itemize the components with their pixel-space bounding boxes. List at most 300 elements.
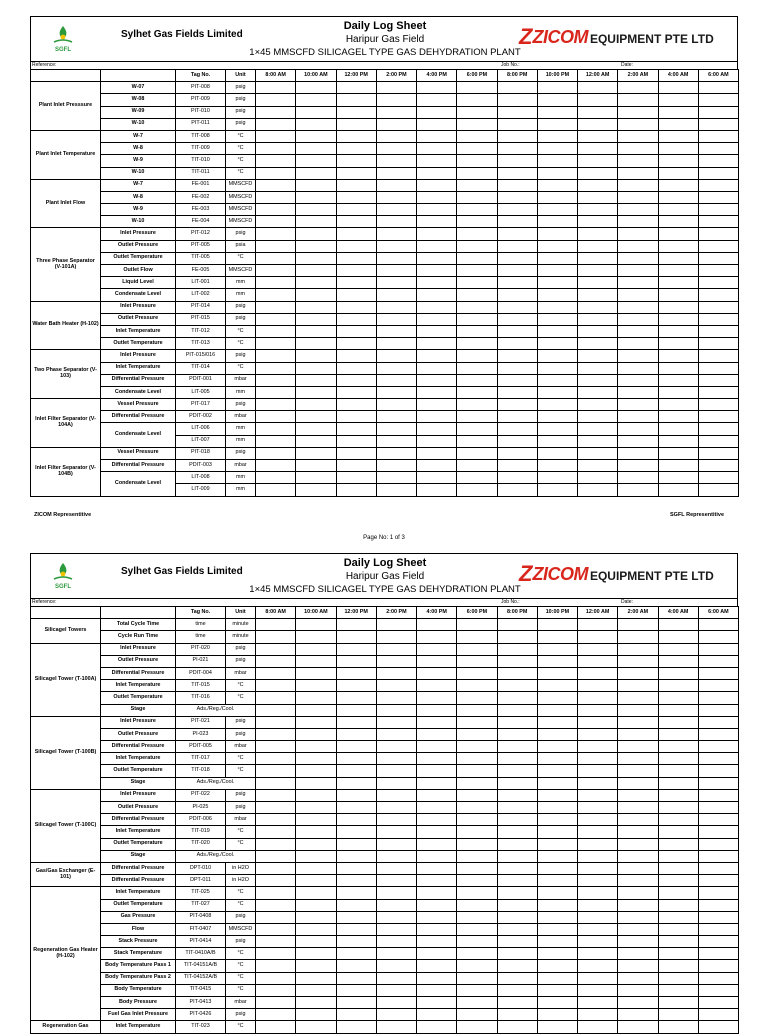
reading-cell[interactable] — [376, 386, 416, 398]
reading-cell[interactable] — [336, 179, 376, 191]
reading-cell[interactable] — [417, 911, 457, 923]
reading-cell[interactable] — [296, 472, 336, 484]
reading-cell[interactable] — [336, 899, 376, 911]
reading-cell[interactable] — [578, 716, 618, 728]
reading-cell[interactable] — [256, 753, 296, 765]
reading-cell[interactable] — [578, 167, 618, 179]
reading-cell[interactable] — [618, 680, 658, 692]
reading-cell[interactable] — [417, 936, 457, 948]
reading-cell[interactable] — [537, 338, 577, 350]
reading-cell[interactable] — [537, 252, 577, 264]
reading-cell[interactable] — [698, 984, 738, 996]
reading-cell[interactable] — [376, 704, 416, 716]
reading-cell[interactable] — [457, 167, 497, 179]
reading-cell[interactable] — [658, 82, 698, 94]
reading-cell[interactable] — [578, 948, 618, 960]
reading-cell[interactable] — [658, 167, 698, 179]
reading-cell[interactable] — [497, 765, 537, 777]
reading-cell[interactable] — [457, 228, 497, 240]
reading-cell[interactable] — [336, 191, 376, 203]
reading-cell[interactable] — [578, 191, 618, 203]
reading-cell[interactable] — [457, 777, 497, 789]
reading-cell[interactable] — [537, 1021, 577, 1033]
reading-cell[interactable] — [698, 82, 738, 94]
reading-cell[interactable] — [336, 1009, 376, 1021]
reading-cell[interactable] — [497, 252, 537, 264]
reading-cell[interactable] — [618, 130, 658, 142]
reading-cell[interactable] — [256, 338, 296, 350]
reading-cell[interactable] — [578, 643, 618, 655]
reading-cell[interactable] — [376, 850, 416, 862]
reading-cell[interactable] — [376, 753, 416, 765]
reading-cell[interactable] — [417, 447, 457, 459]
reading-cell[interactable] — [296, 631, 336, 643]
reading-cell[interactable] — [296, 680, 336, 692]
reading-cell[interactable] — [296, 277, 336, 289]
reading-cell[interactable] — [537, 289, 577, 301]
reading-cell[interactable] — [537, 94, 577, 106]
reading-cell[interactable] — [658, 277, 698, 289]
reading-cell[interactable] — [296, 155, 336, 167]
reading-cell[interactable] — [417, 1009, 457, 1021]
reading-cell[interactable] — [497, 887, 537, 899]
reading-cell[interactable] — [417, 814, 457, 826]
reading-cell[interactable] — [336, 386, 376, 398]
reading-cell[interactable] — [336, 423, 376, 435]
reading-cell[interactable] — [698, 936, 738, 948]
reading-cell[interactable] — [578, 875, 618, 887]
reading-cell[interactable] — [537, 411, 577, 423]
reading-cell[interactable] — [296, 252, 336, 264]
reading-cell[interactable] — [618, 802, 658, 814]
reading-cell[interactable] — [578, 1009, 618, 1021]
reading-cell[interactable] — [618, 936, 658, 948]
reading-cell[interactable] — [457, 704, 497, 716]
reading-cell[interactable] — [256, 155, 296, 167]
reading-cell[interactable] — [457, 655, 497, 667]
reading-cell[interactable] — [658, 716, 698, 728]
reading-cell[interactable] — [417, 692, 457, 704]
reading-cell[interactable] — [296, 923, 336, 935]
reading-cell[interactable] — [658, 374, 698, 386]
reading-cell[interactable] — [336, 814, 376, 826]
reading-cell[interactable] — [417, 850, 457, 862]
reading-cell[interactable] — [698, 204, 738, 216]
reading-cell[interactable] — [497, 972, 537, 984]
reading-cell[interactable] — [618, 240, 658, 252]
reading-cell[interactable] — [658, 984, 698, 996]
reading-cell[interactable] — [658, 667, 698, 679]
reading-cell[interactable] — [537, 143, 577, 155]
reading-cell[interactable] — [497, 374, 537, 386]
reading-cell[interactable] — [296, 82, 336, 94]
reading-cell[interactable] — [537, 875, 577, 887]
reading-cell[interactable] — [618, 484, 658, 496]
reading-cell[interactable] — [376, 862, 416, 874]
reading-cell[interactable] — [497, 423, 537, 435]
reading-cell[interactable] — [497, 984, 537, 996]
reading-cell[interactable] — [417, 240, 457, 252]
reading-cell[interactable] — [336, 216, 376, 228]
reading-cell[interactable] — [256, 789, 296, 801]
reading-cell[interactable] — [376, 362, 416, 374]
reading-cell[interactable] — [256, 82, 296, 94]
reading-cell[interactable] — [497, 911, 537, 923]
reading-cell[interactable] — [658, 619, 698, 631]
reading-cell[interactable] — [618, 423, 658, 435]
reading-cell[interactable] — [296, 374, 336, 386]
reading-cell[interactable] — [698, 643, 738, 655]
reading-cell[interactable] — [698, 265, 738, 277]
reading-cell[interactable] — [537, 472, 577, 484]
reading-cell[interactable] — [497, 948, 537, 960]
reading-cell[interactable] — [256, 643, 296, 655]
reading-cell[interactable] — [497, 143, 537, 155]
reading-cell[interactable] — [296, 643, 336, 655]
reading-cell[interactable] — [256, 423, 296, 435]
reading-cell[interactable] — [457, 960, 497, 972]
reading-cell[interactable] — [618, 106, 658, 118]
reading-cell[interactable] — [417, 325, 457, 337]
reading-cell[interactable] — [256, 741, 296, 753]
reading-cell[interactable] — [457, 143, 497, 155]
reading-cell[interactable] — [658, 862, 698, 874]
reading-cell[interactable] — [457, 301, 497, 313]
reading-cell[interactable] — [376, 472, 416, 484]
reading-cell[interactable] — [537, 777, 577, 789]
reading-cell[interactable] — [618, 728, 658, 740]
reading-cell[interactable] — [417, 631, 457, 643]
reading-cell[interactable] — [417, 680, 457, 692]
reading-cell[interactable] — [417, 362, 457, 374]
reading-cell[interactable] — [336, 643, 376, 655]
reading-cell[interactable] — [296, 802, 336, 814]
reading-cell[interactable] — [336, 631, 376, 643]
reading-cell[interactable] — [698, 826, 738, 838]
reading-cell[interactable] — [457, 741, 497, 753]
reading-cell[interactable] — [457, 204, 497, 216]
reading-cell[interactable] — [376, 887, 416, 899]
reading-cell[interactable] — [537, 204, 577, 216]
reading-cell[interactable] — [578, 850, 618, 862]
reading-cell[interactable] — [336, 118, 376, 130]
reading-cell[interactable] — [658, 252, 698, 264]
reading-cell[interactable] — [336, 265, 376, 277]
reading-cell[interactable] — [658, 265, 698, 277]
reading-cell[interactable] — [296, 862, 336, 874]
reading-cell[interactable] — [376, 948, 416, 960]
reading-cell[interactable] — [658, 1021, 698, 1033]
reading-cell[interactable] — [537, 155, 577, 167]
reading-cell[interactable] — [336, 325, 376, 337]
reading-cell[interactable] — [698, 362, 738, 374]
reading-cell[interactable] — [497, 875, 537, 887]
reading-cell[interactable] — [417, 619, 457, 631]
reading-cell[interactable] — [698, 692, 738, 704]
reading-cell[interactable] — [537, 374, 577, 386]
reading-cell[interactable] — [658, 106, 698, 118]
reading-cell[interactable] — [618, 289, 658, 301]
reading-cell[interactable] — [698, 777, 738, 789]
reading-cell[interactable] — [578, 789, 618, 801]
reading-cell[interactable] — [497, 728, 537, 740]
reading-cell[interactable] — [256, 850, 296, 862]
reading-cell[interactable] — [578, 325, 618, 337]
reading-cell[interactable] — [457, 423, 497, 435]
reading-cell[interactable] — [497, 1021, 537, 1033]
reading-cell[interactable] — [618, 1009, 658, 1021]
reading-cell[interactable] — [417, 277, 457, 289]
reading-cell[interactable] — [336, 984, 376, 996]
reading-cell[interactable] — [376, 374, 416, 386]
reading-cell[interactable] — [457, 765, 497, 777]
reading-cell[interactable] — [698, 655, 738, 667]
reading-cell[interactable] — [457, 240, 497, 252]
reading-cell[interactable] — [497, 753, 537, 765]
reading-cell[interactable] — [658, 826, 698, 838]
reading-cell[interactable] — [457, 789, 497, 801]
reading-cell[interactable] — [296, 875, 336, 887]
reading-cell[interactable] — [296, 826, 336, 838]
reading-cell[interactable] — [417, 960, 457, 972]
reading-cell[interactable] — [296, 997, 336, 1009]
reading-cell[interactable] — [417, 143, 457, 155]
reading-cell[interactable] — [658, 411, 698, 423]
reading-cell[interactable] — [256, 984, 296, 996]
reading-cell[interactable] — [618, 94, 658, 106]
reading-cell[interactable] — [578, 313, 618, 325]
reading-cell[interactable] — [256, 948, 296, 960]
reading-cell[interactable] — [296, 228, 336, 240]
reading-cell[interactable] — [417, 655, 457, 667]
reading-cell[interactable] — [497, 240, 537, 252]
reading-cell[interactable] — [336, 472, 376, 484]
reading-cell[interactable] — [296, 484, 336, 496]
reading-cell[interactable] — [497, 191, 537, 203]
reading-cell[interactable] — [376, 289, 416, 301]
reading-cell[interactable] — [698, 472, 738, 484]
reading-cell[interactable] — [698, 338, 738, 350]
reading-cell[interactable] — [537, 997, 577, 1009]
reading-cell[interactable] — [417, 802, 457, 814]
reading-cell[interactable] — [698, 155, 738, 167]
reading-cell[interactable] — [256, 460, 296, 472]
reading-cell[interactable] — [698, 667, 738, 679]
reading-cell[interactable] — [376, 692, 416, 704]
reading-cell[interactable] — [336, 301, 376, 313]
reading-cell[interactable] — [376, 399, 416, 411]
reading-cell[interactable] — [376, 899, 416, 911]
reading-cell[interactable] — [256, 655, 296, 667]
reading-cell[interactable] — [658, 692, 698, 704]
reading-cell[interactable] — [296, 350, 336, 362]
reading-cell[interactable] — [417, 948, 457, 960]
reading-cell[interactable] — [256, 472, 296, 484]
reading-cell[interactable] — [376, 118, 416, 130]
reading-cell[interactable] — [457, 191, 497, 203]
reading-cell[interactable] — [457, 1009, 497, 1021]
reading-cell[interactable] — [497, 667, 537, 679]
reading-cell[interactable] — [578, 447, 618, 459]
reading-cell[interactable] — [698, 960, 738, 972]
reading-cell[interactable] — [256, 204, 296, 216]
reading-cell[interactable] — [417, 106, 457, 118]
reading-cell[interactable] — [497, 1009, 537, 1021]
reading-cell[interactable] — [256, 106, 296, 118]
reading-cell[interactable] — [417, 252, 457, 264]
reading-cell[interactable] — [256, 972, 296, 984]
reading-cell[interactable] — [578, 106, 618, 118]
reading-cell[interactable] — [698, 680, 738, 692]
reading-cell[interactable] — [296, 777, 336, 789]
reading-cell[interactable] — [618, 399, 658, 411]
reading-cell[interactable] — [698, 948, 738, 960]
reading-cell[interactable] — [457, 155, 497, 167]
reading-cell[interactable] — [376, 826, 416, 838]
reading-cell[interactable] — [698, 411, 738, 423]
reading-cell[interactable] — [457, 435, 497, 447]
reading-cell[interactable] — [336, 277, 376, 289]
reading-cell[interactable] — [417, 753, 457, 765]
reading-cell[interactable] — [457, 838, 497, 850]
reading-cell[interactable] — [537, 423, 577, 435]
reading-cell[interactable] — [497, 313, 537, 325]
reading-cell[interactable] — [336, 948, 376, 960]
reading-cell[interactable] — [417, 1021, 457, 1033]
reading-cell[interactable] — [658, 204, 698, 216]
reading-cell[interactable] — [376, 143, 416, 155]
reading-cell[interactable] — [296, 301, 336, 313]
reading-cell[interactable] — [417, 374, 457, 386]
reading-cell[interactable] — [497, 619, 537, 631]
reading-cell[interactable] — [698, 374, 738, 386]
reading-cell[interactable] — [296, 362, 336, 374]
reading-cell[interactable] — [256, 777, 296, 789]
reading-cell[interactable] — [578, 472, 618, 484]
reading-cell[interactable] — [537, 1009, 577, 1021]
reading-cell[interactable] — [296, 960, 336, 972]
reading-cell[interactable] — [497, 362, 537, 374]
reading-cell[interactable] — [698, 301, 738, 313]
reading-cell[interactable] — [457, 936, 497, 948]
reading-cell[interactable] — [618, 204, 658, 216]
reading-cell[interactable] — [336, 862, 376, 874]
reading-cell[interactable] — [578, 204, 618, 216]
reading-cell[interactable] — [578, 704, 618, 716]
reading-cell[interactable] — [376, 277, 416, 289]
reading-cell[interactable] — [376, 789, 416, 801]
reading-cell[interactable] — [698, 460, 738, 472]
reading-cell[interactable] — [537, 265, 577, 277]
reading-cell[interactable] — [658, 850, 698, 862]
reading-cell[interactable] — [578, 997, 618, 1009]
reading-cell[interactable] — [658, 814, 698, 826]
reading-cell[interactable] — [578, 155, 618, 167]
reading-cell[interactable] — [698, 753, 738, 765]
reading-cell[interactable] — [376, 435, 416, 447]
reading-cell[interactable] — [698, 875, 738, 887]
reading-cell[interactable] — [537, 386, 577, 398]
reading-cell[interactable] — [417, 838, 457, 850]
reading-cell[interactable] — [336, 887, 376, 899]
reading-cell[interactable] — [618, 997, 658, 1009]
reading-cell[interactable] — [296, 423, 336, 435]
reading-cell[interactable] — [417, 777, 457, 789]
reading-cell[interactable] — [578, 741, 618, 753]
reading-cell[interactable] — [336, 923, 376, 935]
reading-cell[interactable] — [457, 692, 497, 704]
reading-cell[interactable] — [376, 923, 416, 935]
reading-cell[interactable] — [698, 838, 738, 850]
reading-cell[interactable] — [376, 301, 416, 313]
reading-cell[interactable] — [296, 655, 336, 667]
reading-cell[interactable] — [336, 680, 376, 692]
reading-cell[interactable] — [537, 765, 577, 777]
reading-cell[interactable] — [497, 289, 537, 301]
reading-cell[interactable] — [578, 765, 618, 777]
reading-cell[interactable] — [417, 179, 457, 191]
reading-cell[interactable] — [658, 911, 698, 923]
reading-cell[interactable] — [578, 277, 618, 289]
reading-cell[interactable] — [618, 972, 658, 984]
reading-cell[interactable] — [578, 411, 618, 423]
reading-cell[interactable] — [537, 228, 577, 240]
reading-cell[interactable] — [296, 667, 336, 679]
reading-cell[interactable] — [618, 826, 658, 838]
reading-cell[interactable] — [618, 118, 658, 130]
reading-cell[interactable] — [417, 728, 457, 740]
reading-cell[interactable] — [296, 399, 336, 411]
reading-cell[interactable] — [578, 240, 618, 252]
reading-cell[interactable] — [537, 667, 577, 679]
reading-cell[interactable] — [497, 216, 537, 228]
reading-cell[interactable] — [658, 680, 698, 692]
reading-cell[interactable] — [296, 936, 336, 948]
reading-cell[interactable] — [376, 680, 416, 692]
reading-cell[interactable] — [256, 692, 296, 704]
reading-cell[interactable] — [618, 887, 658, 899]
reading-cell[interactable] — [578, 301, 618, 313]
reading-cell[interactable] — [537, 631, 577, 643]
reading-cell[interactable] — [417, 997, 457, 1009]
reading-cell[interactable] — [336, 447, 376, 459]
reading-cell[interactable] — [417, 94, 457, 106]
reading-cell[interactable] — [457, 106, 497, 118]
reading-cell[interactable] — [698, 277, 738, 289]
reading-cell[interactable] — [537, 741, 577, 753]
reading-cell[interactable] — [256, 240, 296, 252]
reading-cell[interactable] — [658, 399, 698, 411]
reading-cell[interactable] — [296, 984, 336, 996]
reading-cell[interactable] — [417, 399, 457, 411]
reading-cell[interactable] — [698, 716, 738, 728]
reading-cell[interactable] — [537, 899, 577, 911]
reading-cell[interactable] — [457, 753, 497, 765]
reading-cell[interactable] — [537, 802, 577, 814]
reading-cell[interactable] — [457, 948, 497, 960]
reading-cell[interactable] — [618, 777, 658, 789]
reading-cell[interactable] — [537, 972, 577, 984]
reading-cell[interactable] — [417, 972, 457, 984]
reading-cell[interactable] — [497, 862, 537, 874]
reading-cell[interactable] — [296, 704, 336, 716]
reading-cell[interactable] — [296, 167, 336, 179]
reading-cell[interactable] — [618, 216, 658, 228]
reading-cell[interactable] — [618, 265, 658, 277]
reading-cell[interactable] — [417, 741, 457, 753]
reading-cell[interactable] — [336, 130, 376, 142]
reading-cell[interactable] — [336, 802, 376, 814]
